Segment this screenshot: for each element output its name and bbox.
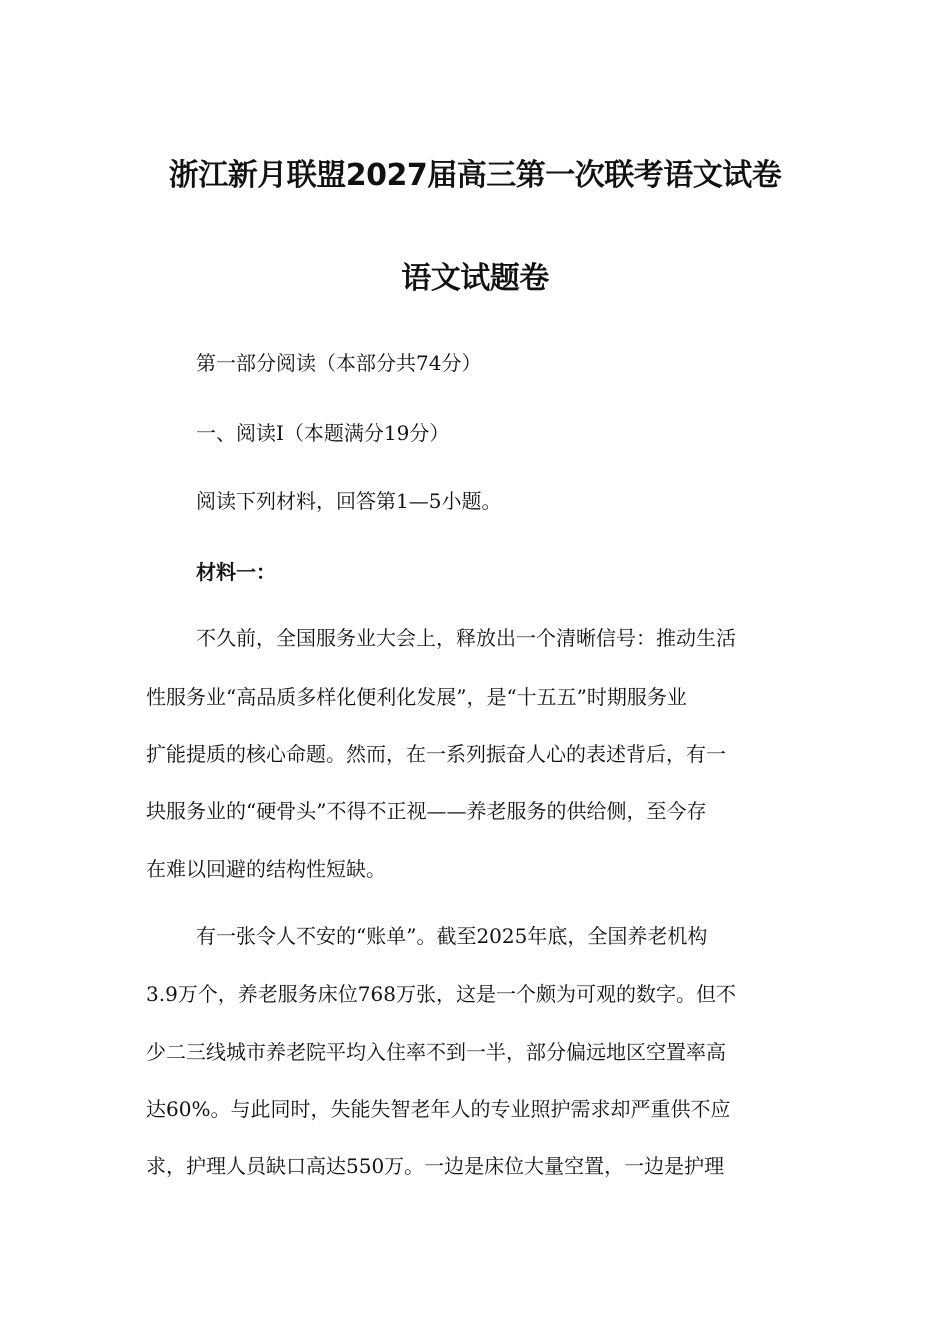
paragraph1-line: 在难以回避的结构性短缺。 — [146, 857, 386, 881]
instruction-text: 阅读下列材料，回答第1—5小题。 — [196, 489, 502, 513]
paragraph1-line: 扩能提质的核心命题。然而，在一系列振奋人心的表述背后，有一 — [146, 742, 726, 766]
document-subtitle: 语文试题卷 — [401, 261, 549, 296]
paragraph1-line: 性服务业“高品质多样化便利化发展”，是“十五五”时期服务业 — [146, 685, 687, 709]
paragraph2-line: 有一张令人不安的“账单”。截至2025年底，全国养老机构 — [196, 924, 708, 948]
paragraph1-line: 块服务业的“硬骨头”不得不正视——养老服务的供给侧，至今存 — [146, 799, 707, 823]
paragraph2-line: 少二三线城市养老院平均入住率不到一半，部分偏远地区空置率高 — [146, 1040, 726, 1064]
document-title: 浙江新月联盟2027届高三第一次联考语文试卷 — [168, 158, 782, 193]
paragraph2-line: 求，护理人员缺口高达550万。一边是床位大量空置，一边是护理 — [146, 1154, 725, 1178]
section-heading: 一、阅读I（本题满分19分） — [196, 421, 450, 445]
part-heading: 第一部分阅读（本部分共74分） — [196, 351, 482, 375]
paragraph2-line: 3.9万个，养老服务床位768万张，这是一个颇为可观的数字。但不 — [146, 982, 736, 1006]
material-label: 材料一： — [196, 560, 276, 584]
paragraph1-line: 不久前，全国服务业大会上，释放出一个清晰信号：推动生活 — [196, 626, 736, 650]
paragraph2-line: 达60%。与此同时，失能失智老年人的专业照护需求却严重供不应 — [146, 1097, 731, 1121]
